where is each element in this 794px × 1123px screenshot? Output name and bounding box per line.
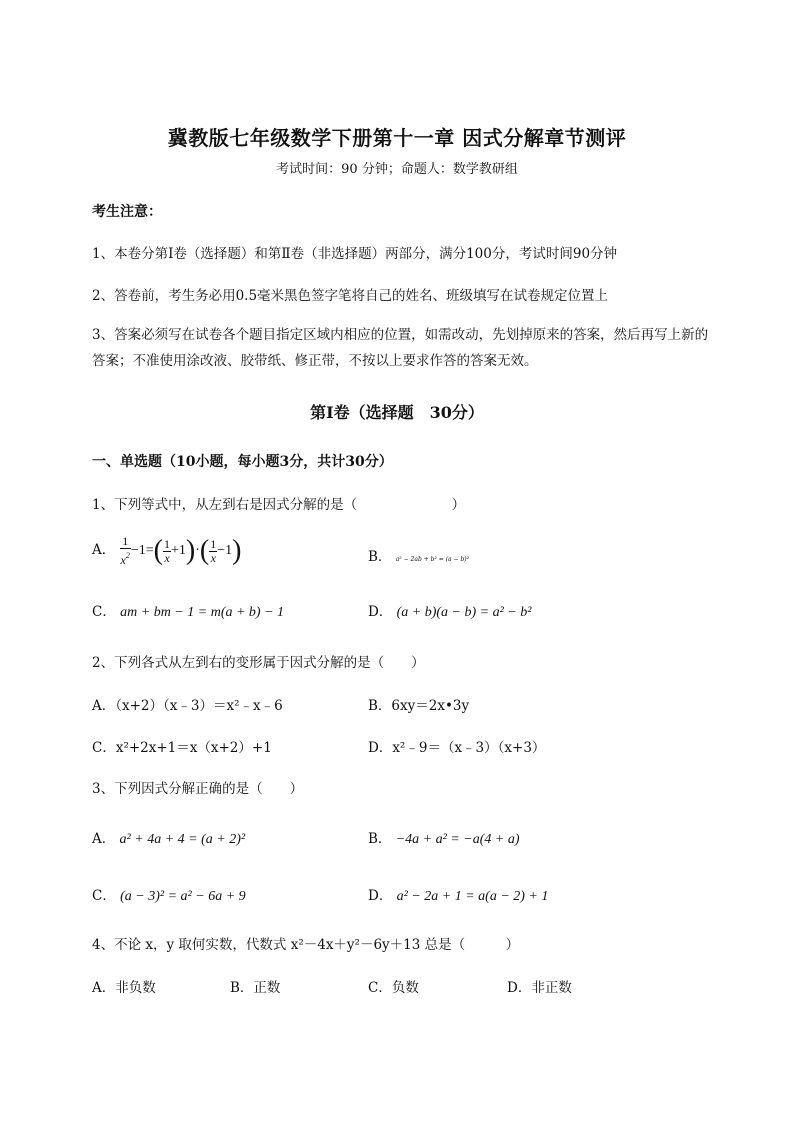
option-c-formula: am + bm − 1 = m(a + b) − 1: [120, 605, 285, 620]
question-3-option-a: [92, 827, 245, 848]
option-b-formula: −4a + a² = −a(4 + a): [395, 832, 520, 847]
question-4-option-b: B．正数: [230, 980, 281, 996]
option-c-formula: (a − 3)² = a² − 6a + 9: [120, 889, 246, 904]
question-3-option-c: [92, 884, 246, 905]
option-d-formula: (a + b)(a − b) = a² − b²: [396, 605, 532, 620]
question-2-option-c: C．x²+2x+1＝x（x+2）+1: [92, 740, 272, 756]
option-d-formula: a² − 2a + 1 = a(a − 2) + 1: [396, 889, 549, 904]
notice-item-1: 1、本卷分第Ⅰ卷（选择题）和第Ⅱ卷（非选择题）两部分，满分100分，考试时间90分钟: [92, 246, 618, 262]
question-1-option-d: [368, 600, 531, 621]
question-2-stem: 2、下列各式从左到右的变形属于因式分解的是（ ）: [92, 655, 425, 671]
question-2-option-b: B．6xy＝2x•3y: [368, 698, 470, 714]
option-label: A．: [92, 831, 116, 847]
option-label: B．: [368, 831, 392, 847]
exam-subtitle: 考试时间：90 分钟；命题人：数学教研组: [276, 162, 518, 177]
section-title: 第Ⅰ卷（选择题 30分）: [310, 403, 484, 422]
notice-item-2: 2、答卷前，考生务必用0.5毫米黑色签字笔将自己的姓名、班级填写在试卷规定位置上: [92, 288, 609, 304]
option-a-formula: a² + 4a + 4 = (a + 2)²: [119, 832, 246, 847]
exam-title: 冀教版七年级数学下册第十一章 因式分解章节测评: [167, 126, 627, 150]
option-label: C．: [92, 604, 116, 620]
part-title: 一、单选题（10小题，每小题3分，共计30分）: [92, 454, 393, 470]
question-3-option-b: [368, 827, 519, 848]
option-b-formula: a² − 2ab + b² = (a − b)²: [395, 556, 470, 563]
question-4-option-c: C．负数: [368, 980, 419, 996]
question-2-option-d: D．x²﹣9＝（x﹣3）（x+3）: [368, 740, 546, 756]
question-3-option-d: [368, 884, 548, 905]
option-label: D．: [368, 604, 393, 620]
question-1-option-c: [92, 600, 284, 621]
question-1-stem: 1、下列等式中，从左到右是因式分解的是（ ）: [92, 497, 466, 513]
question-1-option-b: [368, 545, 469, 565]
question-4-stem: 4、不论 x，y 取何实数，代数式 x²－4x＋y²－6y＋13 总是（ ）: [92, 937, 520, 953]
option-label: B．: [368, 549, 392, 565]
option-a-formula: $\frac{1}{x^2}$ −1=( $\frac{1}{x}$ +1)·( $\frac{1}{x}$ −1): [120, 534, 242, 567]
option-label: A．: [92, 542, 116, 559]
question-1-option-a: [92, 535, 241, 567]
question-2-option-a: A．（x+2）（x﹣3）＝x²﹣x﹣6: [92, 698, 283, 714]
question-4-option-a: A．非负数: [92, 980, 156, 996]
option-label: D．: [368, 888, 393, 904]
question-4-option-d: D．非正数: [507, 980, 572, 996]
notice-item-3: 3、答案必须写在试卷各个题目指定区域内相应的位置，如需改动，先划掉原来的答案，然后再写上新的答案；不准使用涂改液、胶带纸、修正带，不按以上要求作答的答案无效。: [92, 327, 709, 369]
notice-heading: 考生注意：: [92, 204, 162, 220]
option-label: C．: [92, 888, 116, 904]
question-3-stem: 3、下列因式分解正确的是（ ）: [92, 781, 304, 797]
